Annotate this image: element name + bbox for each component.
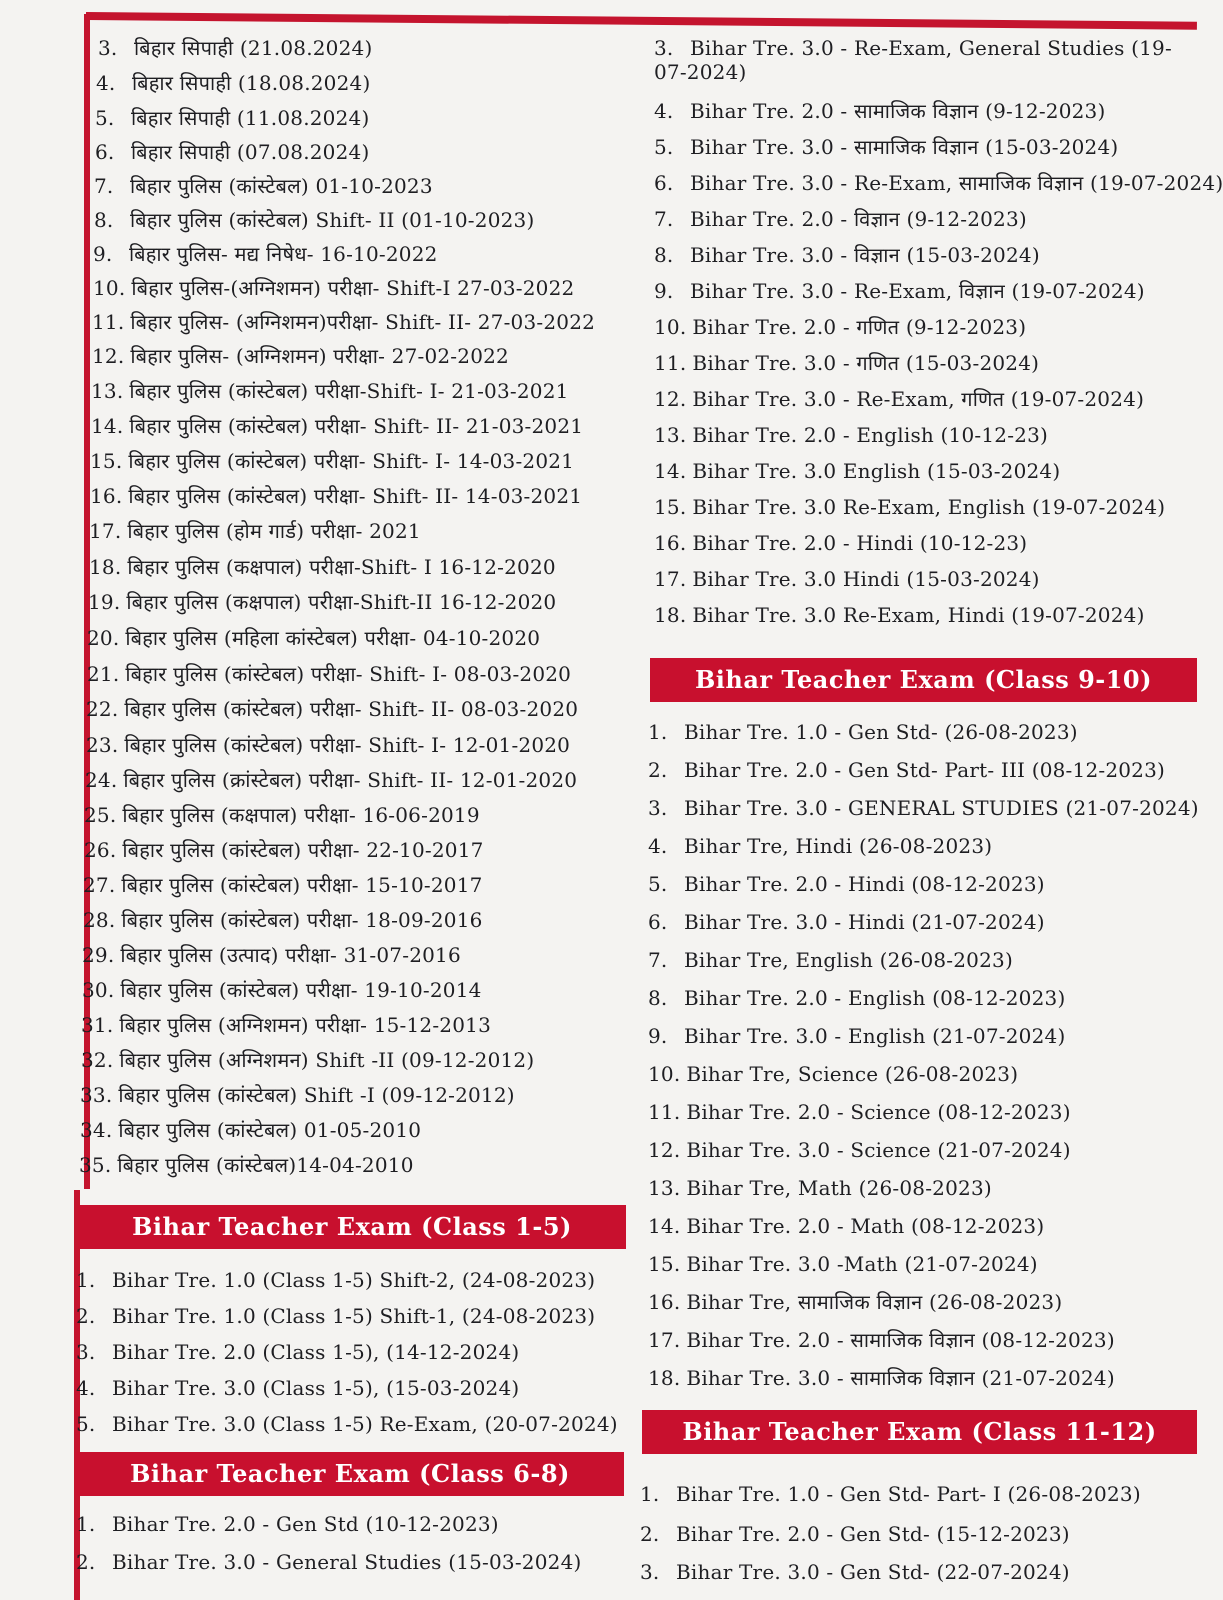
list-item: 26. बिहार पुलिस (कांस्टेबल) परीक्षा- 22-10-2017 [84,838,484,862]
list-item: 4. Bihar Tre. 3.0 (Class 1-5), (15-03-2024) [76,1376,520,1400]
list-item: 8. बिहार पुलिस (कांस्टेबल) Shift- II (01-10-2023) [94,208,535,232]
list-item: 3. बिहार सिपाही (21.08.2024) [98,36,373,60]
list-item: 9. Bihar Tre. 3.0 - English (21-07-2024) [648,1024,1066,1048]
list-item: 4. बिहार सिपाही (18.08.2024) [96,71,371,95]
list-item: 1. Bihar Tre. 2.0 - Gen Std (10-12-2023) [76,1512,499,1536]
list-item: 13. बिहार पुलिस (कांस्टेबल) परीक्षा-Shift- I- 21-03-2021 [91,379,569,403]
list-item: 11. Bihar Tre. 3.0 - गणित (15-03-2024) [654,351,1040,375]
list-item: 12. Bihar Tre. 3.0 - Science (21-07-2024) [648,1138,1071,1162]
section-banner-class-9-10: Bihar Teacher Exam (Class 9-10) [650,658,1197,702]
list-item: 34. बिहार पुलिस (कांस्टेबल) 01-05-2010 [80,1118,422,1142]
section-banner-class-11-12: Bihar Teacher Exam (Class 11-12) [642,1410,1197,1454]
list-item: 14. Bihar Tre. 3.0 English (15-03-2024) [654,459,1061,483]
list-item: 6. बिहार सिपाही (07.08.2024) [95,140,370,164]
list-item: 23. बिहार पुलिस (कांस्टेबल) परीक्षा- Shift- I- 12-01-2020 [86,733,571,757]
list-item: 10. Bihar Tre, Science (26-08-2023) [648,1062,1019,1086]
list-item: 33. बिहार पुलिस (कांस्टेबल) Shift -I (09-12-2012) [80,1083,515,1107]
list-item: 30. बिहार पुलिस (कांस्टेबल) परीक्षा- 19-10-2014 [82,978,482,1002]
list-item: 18. Bihar Tre. 3.0 Re-Exam, Hindi (19-07-2024) [654,603,1145,627]
list-item: 17. Bihar Tre. 3.0 Hindi (15-03-2024) [654,567,1040,591]
list-item: 12. बिहार पुलिस- (अग्निशमन) परीक्षा- 27-02-2022 [92,344,509,368]
list-item: 10. Bihar Tre. 2.0 - गणित (9-12-2023) [654,315,1027,339]
list-item: 5. बिहार सिपाही (11.08.2024) [95,106,370,130]
list-item: 32. बिहार पुलिस (अग्निशमन) Shift -II (09-12-2012) [81,1048,535,1072]
list-item: 8. Bihar Tre. 3.0 - विज्ञान (15-03-2024) [654,243,1040,267]
list-item: 15. Bihar Tre. 3.0 -Math (21-07-2024) [648,1252,1038,1276]
list-item: 7. Bihar Tre, English (26-08-2023) [648,948,1013,972]
list-item: 2. Bihar Tre. 3.0 - General Studies (15-03-2024) [76,1550,582,1574]
section-banner-class-6-8: Bihar Teacher Exam (Class 6-8) [76,1452,624,1496]
list-item: 25. बिहार पुलिस (कक्षपाल) परीक्षा- 16-06-2019 [84,803,480,827]
list-item: 27. बिहार पुलिस (कांस्टेबल) परीक्षा- 15-10-2017 [83,873,483,897]
list-item: 12. Bihar Tre. 3.0 - Re-Exam, गणित (19-07-2024) [654,387,1145,411]
list-item: 17. Bihar Tre. 2.0 - सामाजिक विज्ञान (08-12-2023) [648,1328,1115,1352]
list-item: 3. Bihar Tre. 2.0 (Class 1-5), (14-12-2024) [76,1340,520,1364]
list-item: 3. Bihar Tre. 3.0 - Re-Exam, General Studies (19-07-2024) [654,36,1172,84]
list-item: 11. बिहार पुलिस- (अग्निशमन)परीक्षा- Shift- II- 27-03-2022 [92,310,596,334]
list-item: 29. बिहार पुलिस (उत्पाद) परीक्षा- 31-07-2016 [82,943,461,967]
list-item: 4. Bihar Tre, Hindi (26-08-2023) [648,834,993,858]
list-item: 21. बिहार पुलिस (कांस्टेबल) परीक्षा- Shift- I- 08-03-2020 [87,662,572,686]
list-item: 31. बिहार पुलिस (अग्निशमन) परीक्षा- 15-12-2013 [81,1013,492,1037]
list-item: 6. Bihar Tre. 3.0 - Hindi (21-07-2024) [648,910,1045,934]
list-item: 22. बिहार पुलिस (कांस्टेबल) परीक्षा- Shift- II- 08-03-2020 [86,697,579,721]
list-item: 5. Bihar Tre. 3.0 (Class 1-5) Re-Exam, (20-07-2024) [76,1412,618,1436]
list-item: 9. Bihar Tre. 3.0 - Re-Exam, विज्ञान (19-07-2024) [654,279,1145,303]
list-item: 20. बिहार पुलिस (महिला कांस्टेबल) परीक्षा- 04-10-2020 [87,626,541,650]
list-item: 5. Bihar Tre. 3.0 - सामाजिक विज्ञान (15-03-2024) [654,135,1119,159]
list-item: 16. बिहार पुलिस (कांस्टेबल) परीक्षा- Shift- II- 14-03-2021 [90,484,583,508]
list-item: 1. Bihar Tre. 1.0 - Gen Std- (26-08-2023) [648,720,1078,744]
list-item: 7. बिहार पुलिस (कांस्टेबल) 01-10-2023 [94,174,433,198]
list-item: 7. Bihar Tre. 2.0 - विज्ञान (9-12-2023) [654,207,1027,231]
list-item: 3. Bihar Tre. 3.0 - GENERAL STUDIES (21-07-2024) [648,796,1199,820]
list-item: 18. Bihar Tre. 3.0 - सामाजिक विज्ञान (21-07-2024) [648,1366,1115,1390]
list-item: 1. Bihar Tre. 1.0 (Class 1-5) Shift-2, (24-08-2023) [76,1268,596,1292]
list-item: 19. बिहार पुलिस (कक्षपाल) परीक्षा-Shift-II 16-12-2020 [88,590,557,614]
list-item: 15. बिहार पुलिस (कांस्टेबल) परीक्षा- Shift- I- 14-03-2021 [90,449,575,473]
list-item: 28. बिहार पुलिस (कांस्टेबल) परीक्षा- 18-09-2016 [83,908,483,932]
list-item: 6. Bihar Tre. 3.0 - Re-Exam, सामाजिक विज्ञान (19-07-2024) [654,171,1223,195]
list-item: 8. Bihar Tre. 2.0 - English (08-12-2023) [648,986,1066,1010]
list-item: 17. बिहार पुलिस (होम गार्ड) परीक्षा- 2021 [89,519,421,543]
list-item: 10. बिहार पुलिस-(अग्निशमन) परीक्षा- Shift-I 27-03-2022 [93,276,575,300]
list-item: 16. Bihar Tre. 2.0 - Hindi (10-12-23) [654,531,1028,555]
list-item: 15. Bihar Tre. 3.0 Re-Exam, English (19-07-2024) [654,495,1166,519]
list-item: 2. Bihar Tre. 2.0 - Gen Std- (15-12-2023) [640,1522,1070,1546]
list-item: 1. Bihar Tre. 1.0 - Gen Std- Part- I (26-08-2023) [640,1482,1141,1506]
list-item: 16. Bihar Tre, सामाजिक विज्ञान (26-08-2023) [648,1290,1063,1314]
right-column [640,0,1223,1600]
list-item: 3. Bihar Tre. 3.0 - Gen Std- (22-07-2024) [640,1560,1070,1584]
list-item: 18. बिहार पुलिस (कक्षपाल) परीक्षा-Shift- I 16-12-2020 [89,555,556,579]
list-item: 14. बिहार पुलिस (कांस्टेबल) परीक्षा- Shift- II- 21-03-2021 [91,414,584,438]
list-item: 4. Bihar Tre. 2.0 - सामाजिक विज्ञान (9-12-2023) [654,99,1106,123]
list-item: 14. Bihar Tre. 2.0 - Math (08-12-2023) [648,1214,1045,1238]
list-item: 9. बिहार पुलिस- मद्य निषेध- 16-10-2022 [93,242,438,266]
list-item: 13. Bihar Tre, Math (26-08-2023) [648,1176,992,1200]
list-item: 11. Bihar Tre. 2.0 - Science (08-12-2023) [648,1100,1071,1124]
list-item: 2. Bihar Tre. 2.0 - Gen Std- Part- III (08-12-2023) [648,758,1166,782]
list-item: 24. बिहार पुलिस (क्रांस्टेबल) परीक्षा- Shift- II- 12-01-2020 [85,768,578,792]
list-item: 2. Bihar Tre. 1.0 (Class 1-5) Shift-1, (24-08-2023) [76,1304,596,1328]
list-item: 5. Bihar Tre. 2.0 - Hindi (08-12-2023) [648,872,1045,896]
list-item: 13. Bihar Tre. 2.0 - English (10-12-23) [654,423,1049,447]
list-item: 35. बिहार पुलिस (कांस्टेबल)14-04-2010 [79,1153,414,1177]
section-banner-class-1-5: Bihar Teacher Exam (Class 1-5) [78,1205,626,1249]
